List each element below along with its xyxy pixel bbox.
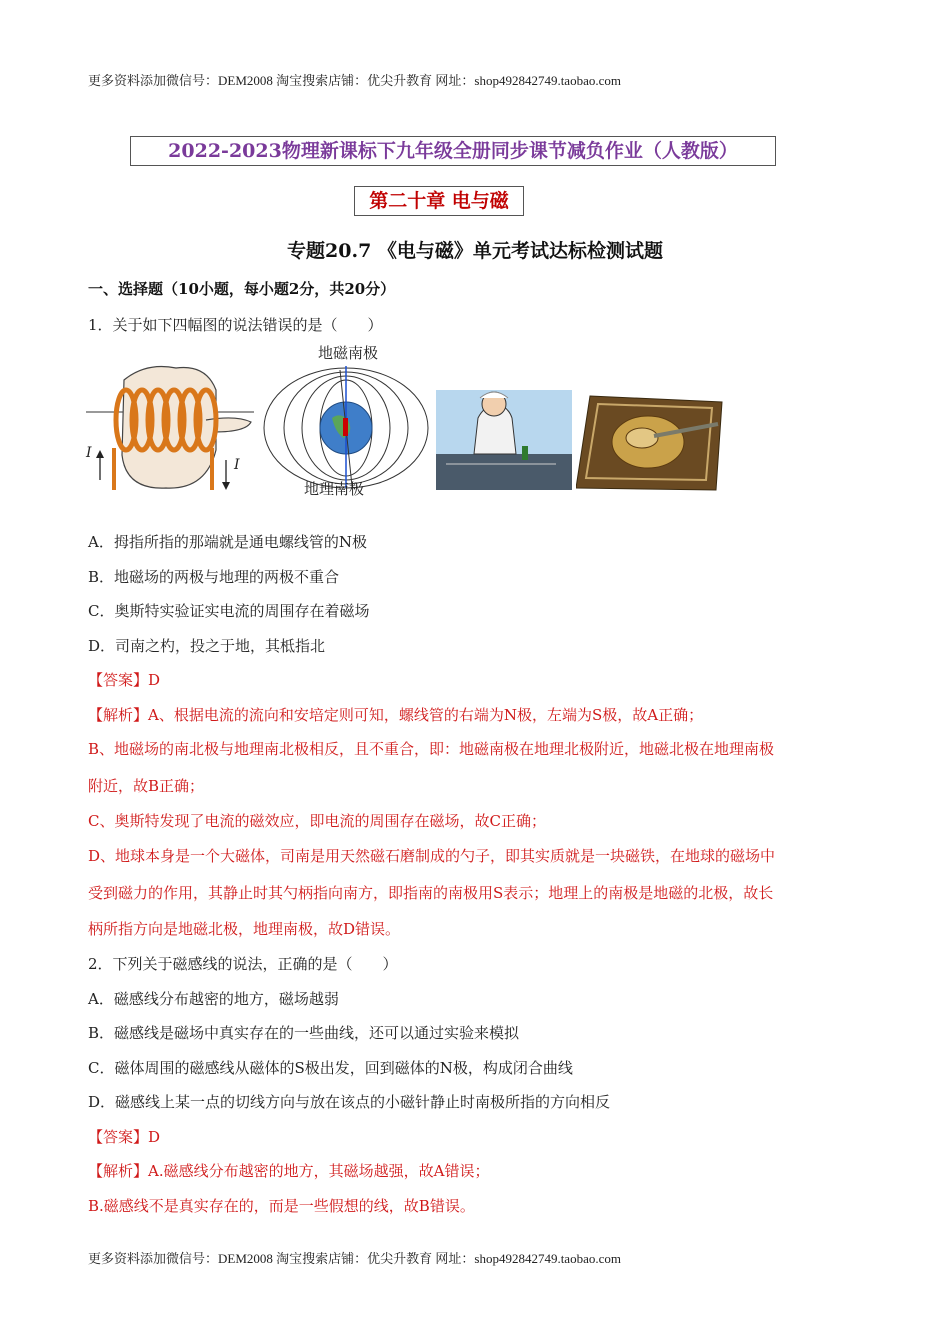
q1-analysis-text: A、根据电流的流向和安培定则可知，螺线管的右端为N极，左端为S极，故A正确；: [148, 706, 704, 724]
q1-analysis-line-7: 柄所指方向是地磁北极，地理南极，故D错误。: [88, 920, 401, 938]
q1-analysis-line-3: 附近，故B正确；: [88, 777, 205, 795]
q2-analysis-line-1: [88, 1160, 489, 1181]
q1-analysis-line-4: C、奥斯特发现了电流的磁效应，即电流的周围存在磁场，故C正确；: [88, 812, 546, 830]
topic-title: 专题20.7 《电与磁》单元考试达标检测试题: [287, 240, 663, 262]
q2-option-d: D．磁感线上某一点的切线方向与放在该点的小磁针静止时南极所指的方向相反: [88, 1093, 611, 1111]
earth-bottom-label: 地理南极: [304, 480, 365, 498]
header-note: 更多资料添加微信号：DEM2008 淘宝搜索店铺：优尖升教育 网址：shop492842749.taobao.com: [88, 73, 621, 88]
q1-stem: 1．关于如下四幅图的说法错误的是（ ）: [88, 316, 383, 334]
q1-analysis-line-5: D、地球本身是一个大磁体，司南是用天然磁石磨制成的勺子，即其实质就是一块磁铁，在地球的磁场中: [88, 847, 776, 865]
q2-answer-tag: 【答案】: [88, 1128, 149, 1146]
coil-current-label-right: I: [234, 457, 240, 473]
coil-current-label-left: I: [86, 445, 92, 461]
q1-option-d: D．司南之杓，投之于地，其柢指北: [88, 637, 326, 655]
q1-figures: [86, 340, 736, 500]
q1-option-a: A．拇指所指的那端就是通电螺线管的N极: [88, 533, 367, 551]
q2-answer-value: D: [148, 1128, 161, 1146]
q1-answer-value: D: [148, 671, 161, 689]
q1-analysis-line-6: 受到磁力的作用，其静止时其勺柄指向南方，即指南的南极用S表示；地理上的南极是地磁的北极，故长: [88, 884, 774, 902]
document-title: 2022-2023物理新课标下九年级全册同步课节减负作业（人教版）: [130, 136, 776, 166]
oersted-experiment-figure: [436, 390, 572, 490]
earth-top-label: 地磁南极: [318, 344, 379, 362]
q2-answer: [88, 1126, 160, 1147]
q1-option-b: B．地磁场的两极与地理的两极不重合: [88, 568, 340, 586]
footer-note: 更多资料添加微信号：DEM2008 淘宝搜索店铺：优尖升教育 网址：shop492842749.taobao.com: [88, 1251, 621, 1266]
q1-analysis-line-2: B、地磁场的南北极与地理南北极相反，且不重合，即：地磁南极在地理北极附近，地磁北极在地理南极: [88, 740, 775, 758]
earth-magnetic-field-figure: [258, 362, 433, 490]
chapter-title: 第二十章 电与磁: [354, 186, 524, 216]
sinan-compass-figure: [576, 392, 726, 492]
q1-answer: [88, 669, 160, 690]
q2-analysis-tag: 【解析】: [88, 1162, 149, 1180]
q2-option-b: B．磁感线是磁场中真实存在的一些曲线，还可以通过实验来模拟: [88, 1024, 520, 1042]
q1-analysis-tag: 【解析】: [88, 706, 149, 724]
section-heading: 一、选择题（10小题，每小题2分，共20分）: [88, 280, 396, 298]
q2-analysis-text: A.磁感线分布越密的地方，其磁场越强，故A错误；: [148, 1162, 490, 1180]
q2-stem: 2．下列关于磁感线的说法，正确的是（ ）: [88, 955, 398, 973]
q2-option-c: C．磁体周围的磁感线从磁体的S极出发，回到磁体的N极，构成闭合曲线: [88, 1059, 573, 1077]
q1-option-c: C．奥斯特实验证实电流的周围存在着磁场: [88, 602, 370, 620]
coil-hand-figure: [86, 360, 256, 495]
q2-option-a: A．磁感线分布越密的地方，磁场越弱: [88, 990, 339, 1008]
q1-answer-tag: 【答案】: [88, 671, 149, 689]
q1-analysis-line-1: [88, 704, 703, 725]
q2-analysis-line-2: B.磁感线不是真实存在的，而是一些假想的线，故B错误。: [88, 1197, 475, 1215]
